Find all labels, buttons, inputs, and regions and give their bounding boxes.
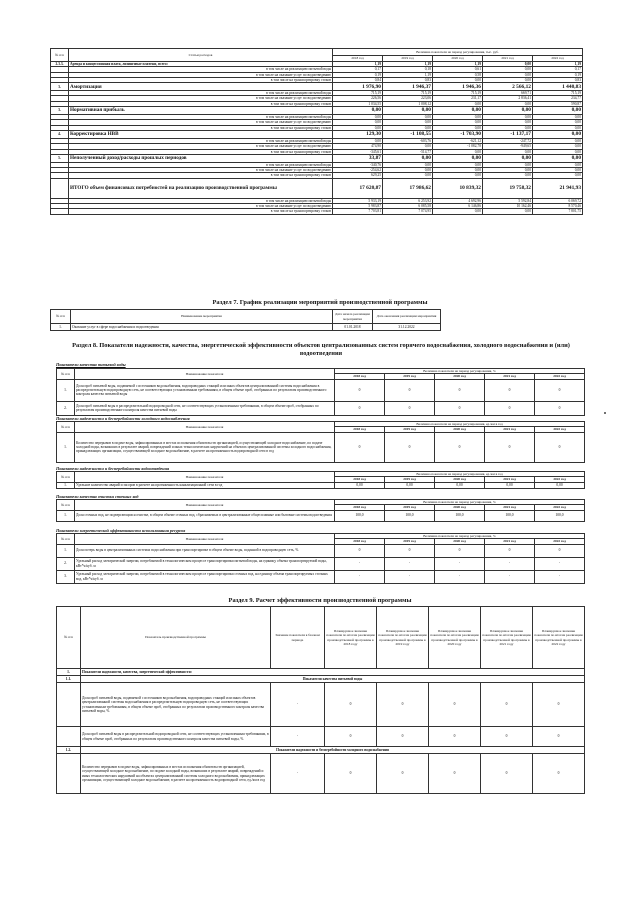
year-header: 2020 год <box>435 477 485 482</box>
table-row: в том числе на реализацию питьевой воды 0,17 0,18 0,61 0,00 0,17 <box>51 67 583 72</box>
table-row: 4. Корректировка НВВ 129,30 -1 108,55 -1 703,90 -1 137,17 0,00 <box>51 130 583 138</box>
table-row: в том числе на транспортировку стоков 0,84 0,83 0,00 0,00 0,83 <box>51 77 583 82</box>
col-header-group: Величина показателя на период регулирования, тыс. руб. <box>333 49 583 56</box>
margin-mark <box>604 412 606 414</box>
col-header-no: № п/п <box>51 310 71 324</box>
table-row: в том числе на реализацию питьевой воды 5 933,19 6 253,92 4 692,96 5 592,84 6 069,72 <box>51 198 583 203</box>
table-row: в том числе на оказание услуг по водоотведению 474,90 0,00 -1 082,78 -949,65 0,00 <box>51 144 583 149</box>
table-row: 3. Удельный расход электрической энергии, потребляемой в технологическом процессе транспортировки сточных вод, на единицу объема транспортируемых сточных вод, кВт*ч/куб. м - - - - - <box>57 570 585 583</box>
table-row: в том числе на транспортировку стоков 1 034,55 1 008,12 0,00 0,00 590,87 <box>51 101 583 106</box>
table-row: 1. Количество перерывов в подаче воды, зафиксированных в местах исполнения обязательств организацией, осуществляющей холодное водоснабжение, по подаче холодной воды, возникших в результате аварий, повреждений и иных технологических нарушений на объектах централизованной системы холодного водоснабжения, принадлежащих организации, осуществляющей холодное водоснабжение, в расчете на протяженность водопроводной сети в год 0 0 0 0 0 <box>57 432 585 462</box>
financial-table <box>50 48 583 215</box>
sewer-reliability-table: № п/п Наименование показателя Величина показателя на период регулирования, ед./км в год 2018 год 2019 год 2020 год 2021 год 2022 год 1. Удельное количество аварий и засоров в расчете на протяженность канализационной сети в год 0,00 0,00 0,00 0,00 0,00 <box>56 471 585 489</box>
table-row: в том числе на оказание услуг по водоотведению 0,19 1,19 0,58 0,00 0,19 <box>51 72 583 77</box>
year-header: 2021 год <box>485 427 535 432</box>
section8-title: Раздел 8. Показатели надежности, качества, энергетической эффективности объектов централизованных систем горячего водоснабжения, холодного водоснабжения и (или) водоотведения <box>72 342 570 357</box>
table-row: 1. Доля сточных вод, не подвергающихся очистке, в общем объеме сточных вод, сбрасываемых в централизованные общесплавные или бытовые системы водоотведения 100,0 100,0 100,0 100,0 100,0 <box>57 510 585 521</box>
year-header: 2018 год <box>335 539 385 544</box>
year-header: 2021 год <box>485 477 535 482</box>
table-row: в том числе на оказание услуг по водоотведению 226,56 223,06 231,17 2 836,41 234,77 <box>51 96 583 101</box>
year-header: 2018 год <box>335 505 385 510</box>
table-row: 1. Доля потерь воды в централизованных системах водоснабжения при транспортировке в общем объеме воды, поданной в водопроводную сеть, % 0 0 0 0 0 <box>57 544 585 557</box>
col-header-plan: Планируемое значение показателя по итогам реализации производственной программы в 2022 году <box>533 607 585 669</box>
year-header: 2022 год <box>535 374 585 379</box>
table-row: 1. Доля проб питьевой воды, подаваемой с источников водоснабжения, водопроводных станций или иных объектов централизованной системы водоснабжения в распределительную водопроводную сеть, не соответствующих установленным требованиям, в общем объеме проб, отобранных по результатам производственного контроля качества питьевой воды 0 0 0 0 0 <box>57 379 585 401</box>
table-row: в том числе на транспортировку стоков 7 703,81 7 074,95 0,00 0,00 7 801,75 <box>51 209 583 214</box>
year-header: 2022 год <box>535 477 585 482</box>
year-header: 2021 год <box>485 505 535 510</box>
year-header: 2021 год <box>485 539 535 544</box>
energy-table: № п/п Наименование показателя Величина показателя на период регулирования, % 2018 год 2019 год 2020 год 2021 год 2022 год 1. Доля потерь воды в централизованных системах водоснабжения при транспортировке в общем объеме воды, поданной в водопроводную сеть, % 0 0 0 0 0 2. Удельный расход электрической энергии, потребляемой в технологическом процессе транспортировки питьевой воды, на единицу объема транспортируемой воды, кВт*ч/куб. м - - - - - 3. Удельный расход электрической энергии, потребляемой в технологическом процессе транспортировки сточных вод, на единицу объема транспортируемых сточных вод, кВт*ч/куб. м - - - - - <box>56 533 585 584</box>
section9-title: Раздел 9. Расчет эффективности производственной программы <box>228 597 412 604</box>
year-header: 2018 год <box>335 427 385 432</box>
year-header: 2020 год <box>435 374 485 379</box>
caption-wastewater-quality: Показатели качества очистки сточных вод <box>56 494 139 499</box>
table-row: 2. Доля проб питьевой воды в распределительной водопроводной сети, не соответствующих установленным требованиям, в общем объеме проб, отобранных по результатам производственного контроля качества питьевой воды 0 0 0 0 0 <box>57 401 585 415</box>
section-row: 1.2. Показатели надежности и бесперебойности холодного водоснабжения <box>57 747 585 754</box>
caption-water-reliability: Показатели надежности и бесперебойности холодного водоснабжения <box>56 416 190 421</box>
table-row: в том числе на оказание услуг по водоотведению 0,00 0,00 0,00 0,00 0,00 <box>51 120 583 125</box>
table-row: в том числе на транспортировку стоков -345,61 -514,77 0,00 0,00 0,00 <box>51 149 583 154</box>
year-header: 2021 год <box>485 374 535 379</box>
table-row: 1. Оказание услуг в сфере водоснабжения и водоотведения 01.01.2018 31.12.2022 <box>51 324 441 331</box>
col-header-plan: Планируемое значение показателя по итогам реализации производственной программы в 2021 году <box>481 607 533 669</box>
year-header: 2022 год <box>535 505 585 510</box>
table-row: в том числе на транспортировку стоков 629,25 0,00 0,00 0,00 0,00 <box>51 173 583 178</box>
col-header-plan: Планируемое значение показателя по итогам реализации производственной программы в 2019 году <box>377 607 429 669</box>
table-row: 2. Удельный расход электрической энергии, потребляемой в технологическом процессе транспортировки питьевой воды, на единицу объема транспортируемой воды, кВт*ч/куб. м - - - - - <box>57 557 585 570</box>
table-row: 3. Нормативная прибыль 0,00 0,00 0,00 0,00 0,00 <box>51 107 583 115</box>
year-header: 2019 год <box>385 539 435 544</box>
table-row: 5. Неполученный доход/расходы прошлых периодов 33,87 0,00 0,00 0,00 0,00 <box>51 154 583 162</box>
col-header-plan: Планируемое значение показателя по итогам реализации производственной программы в 2020 году <box>429 607 481 669</box>
year-header: 2019 год <box>385 477 435 482</box>
table-row: в том числе на реализацию питьевой воды 0,00 -603,76 -621,12 -247,72 0,00 <box>51 138 583 143</box>
table-row: ИТОГО объем финансовых потребностей на реализацию производственной программы 17 620,87 17 986,62 10 839,32 19 758,32 21 941,93 <box>51 178 583 198</box>
col-header-start: Дата начала реализации мероприятия <box>333 310 373 324</box>
col-header-name: Статьи расходов <box>69 49 333 62</box>
year-header: 2021 год <box>483 56 533 62</box>
caption-energy: Показатели энергетической эффективности использования ресурсов <box>56 528 186 533</box>
table-row: в том числе на оказание услуг по водоотведению 5 983,87 6 085,58 6 146,86 10 162,46 8 570,46 <box>51 204 583 209</box>
year-header: 2020 год <box>435 427 485 432</box>
year-header: 2019 год <box>383 56 433 62</box>
caption-sewer-reliability: Показатели надежности и бесперебойности водоотведения <box>56 466 170 471</box>
year-header: 2019 год <box>385 374 435 379</box>
table-row: 2.3.3. Аренда и концессионная плата, лизинговые платежи, всего: 1,19 1,19 1,19 0,00 1,19 <box>51 62 583 67</box>
year-header: 2018 год <box>333 56 383 62</box>
year-header: 2020 год <box>433 56 483 62</box>
col-header-no: № п/п <box>51 49 69 62</box>
table-row: в том числе на транспортировку стоков 0,00 0,00 0,00 0,00 0,00 <box>51 125 583 130</box>
caption-water-quality: Показатели качества питьевой воды <box>56 362 126 367</box>
year-header: 2020 год <box>435 539 485 544</box>
col-header-plan: Планируемое значение показателя по итогам реализации производственной программы в 2018 году <box>325 607 377 669</box>
table-row: в том числе на реализацию питьевой воды 0,00 0,00 0,00 0,00 0,00 <box>51 115 583 120</box>
table-row: 3. Амортизация 1 976,90 1 946,37 1 946,36 2 566,12 1 440,83 <box>51 83 583 91</box>
table-row: Доля проб питьевой воды, подаваемой с источников водоснабжения, водопроводных станций или иных объектов централизованной системы водоснабжения в распределительную водопроводную сеть, не соответствующих установленным требованиям, в общем объеме проб, отобранных по результатам производственного контроля качества питьевой воды, % - 0 0 0 0 0 <box>57 683 585 727</box>
wastewater-table: № п/п Наименование показателя Величина показателя на период регулирования, % 2018 год 2019 год 2020 год 2021 год 2022 год 1. Доля сточных вод, не подвергающихся очистке, в общем объеме сточных вод, сбрасываемых в централизованные общесплавные или бытовые системы водоотведения 100,0 100,0 100,0 100,0 100,0 <box>56 499 585 522</box>
year-header: 2020 год <box>435 505 485 510</box>
year-header: 2019 год <box>385 505 435 510</box>
col-header-name: Наименование мероприятия <box>71 310 333 324</box>
schedule-table <box>50 309 441 331</box>
table-row: в том числе на реализацию питьевой воды -340,76 0,00 0,00 0,00 0,00 <box>51 162 583 167</box>
year-header: 2022 год <box>535 427 585 432</box>
table-row: Количество перерывов в подаче воды, зафиксированных в местах исполнения обязательств организацией, осуществляющей холодное водоснабжение, по подаче холодной воды, возникших в результате аварий, повреждений и иных технологических нарушений на объектах централизованной системы холодного водоснабжения, принадлежащих организации, осуществляющей холодное водоснабжение, в расчете на протяженность водопроводной сети, ед./км в год - 0 0 0 0 0 <box>57 754 585 794</box>
year-header: 2018 год <box>335 477 385 482</box>
water-reliability-table: № п/п Наименование показателя Величина показателя на период регулирования, ед./км в год 2018 год 2019 год 2020 год 2021 год 2022 год 1. Количество перерывов в подаче воды, зафиксированных в местах исполнения обязательств организацией, осуществляющей холодное водоснабжение, по подаче холодной воды, возникших в результате аварий, повреждений и иных технологических нарушений на объектах централизованной системы холодного водоснабжения, принадлежащих организации, осуществляющей холодное водоснабжение, в расчете на протяженность водопроводной сети в год 0 0 0 0 0 <box>56 421 585 463</box>
year-header: 2019 год <box>385 427 435 432</box>
section7-title: Раздел 7. График реализации мероприятий производственной программы <box>212 299 428 306</box>
year-header: 2018 год <box>335 374 385 379</box>
year-header: 2022 год <box>533 56 583 62</box>
year-header: 2022 год <box>535 539 585 544</box>
table-row: в том числе на реализацию питьевой воды 715,19 715,19 715,19 669,71 715,19 <box>51 91 583 96</box>
table-row: 1. Удельное количество аварий и засоров в расчете на протяженность канализационной сети в год 0,00 0,00 0,00 0,00 0,00 <box>57 482 585 488</box>
table-row: Доля проб питьевой воды в распределительной водопроводной сети, не соответствующих установленным требованиям, в общем объеме проб, отобранных по результатам производственного контроля качества питьевой воды, % - 0 0 0 0 0 <box>57 727 585 747</box>
efficiency-table: № п/п Показатель производственной программы Значение показателя в базовом периоде Планируемое значение показателя по итогам реализации производственной программы в 2018 году Планируемое значение показателя по итогам реализации производственной программы в 2019 году Планируемое значение показателя по итогам реализации производственной программы в 2020 году Планируемое значение показателя по итогам реализации производственной программы в 2021 году Планируемое значение показателя по итогам реализации производственной программы в 2022 году 1. Показатели надежности, качества, энергетической эффективности: 1.1. Показатели качества питьевой воды Доля проб питьевой воды, подаваемой с источников водоснабжения, водопроводных станций или иных объектов централизованной системы водоснабжения в распределительную водопроводную сеть, не соответствующих установленным требованиям, в общем объеме проб, отобранных по результатам производственного контроля качества питьевой воды, % - 0 0 0 0 0 Доля проб питьевой воды в распределительной водопроводной сети, не соответствующих установленным требованиям, в общем объеме проб, отобранных по результатам производственного контроля качества питьевой воды, % - 0 0 0 0 0 1.2. Показатели надежности и бесперебойности холодного водоснабжения Количество перерывов в подаче воды, зафиксированных в местах исполнения обязательств организацией, осуществляющей холодное водоснабжение, по подаче холодной воды, возникших в результате аварий, повреждений и иных технологических нарушений на объектах централизованной системы холодного водоснабжения, принадлежащих организации, осуществляющей холодное водоснабжение, в расчете на протяженность водопроводной сети, ед./км в год - 0 0 0 0 0 <box>56 606 585 794</box>
col-header-end: Дата окончания реализации мероприятия <box>373 310 441 324</box>
section-row: 1.1. Показатели качества питьевой воды <box>57 676 585 683</box>
section-row: 1. Показатели надежности, качества, энергетической эффективности: <box>57 669 585 676</box>
water-quality-table: № п/п Наименование показателя Величина показателя на период регулирования, % 2018 год 2019 год 2020 год 2021 год 2022 год 1. Доля проб питьевой воды, подаваемой с источников водоснабжения, водопроводных станций или иных объектов централизованной системы водоснабжения в распределительную водопроводную сеть, не соответствующих установленным требованиям, в общем объеме проб, отобранных по результатам производственного контроля качества питьевой воды 0 0 0 0 0 2. Доля проб питьевой воды в распределительной водопроводной сети, не соответствующих установленным требованиям, в общем объеме проб, отобранных по результатам производственного контроля качества питьевой воды 0 0 0 0 0 <box>56 368 585 416</box>
table-row: в том числе на оказание услуг по водоотведению -254,62 0,00 0,00 0,00 0,00 <box>51 168 583 173</box>
